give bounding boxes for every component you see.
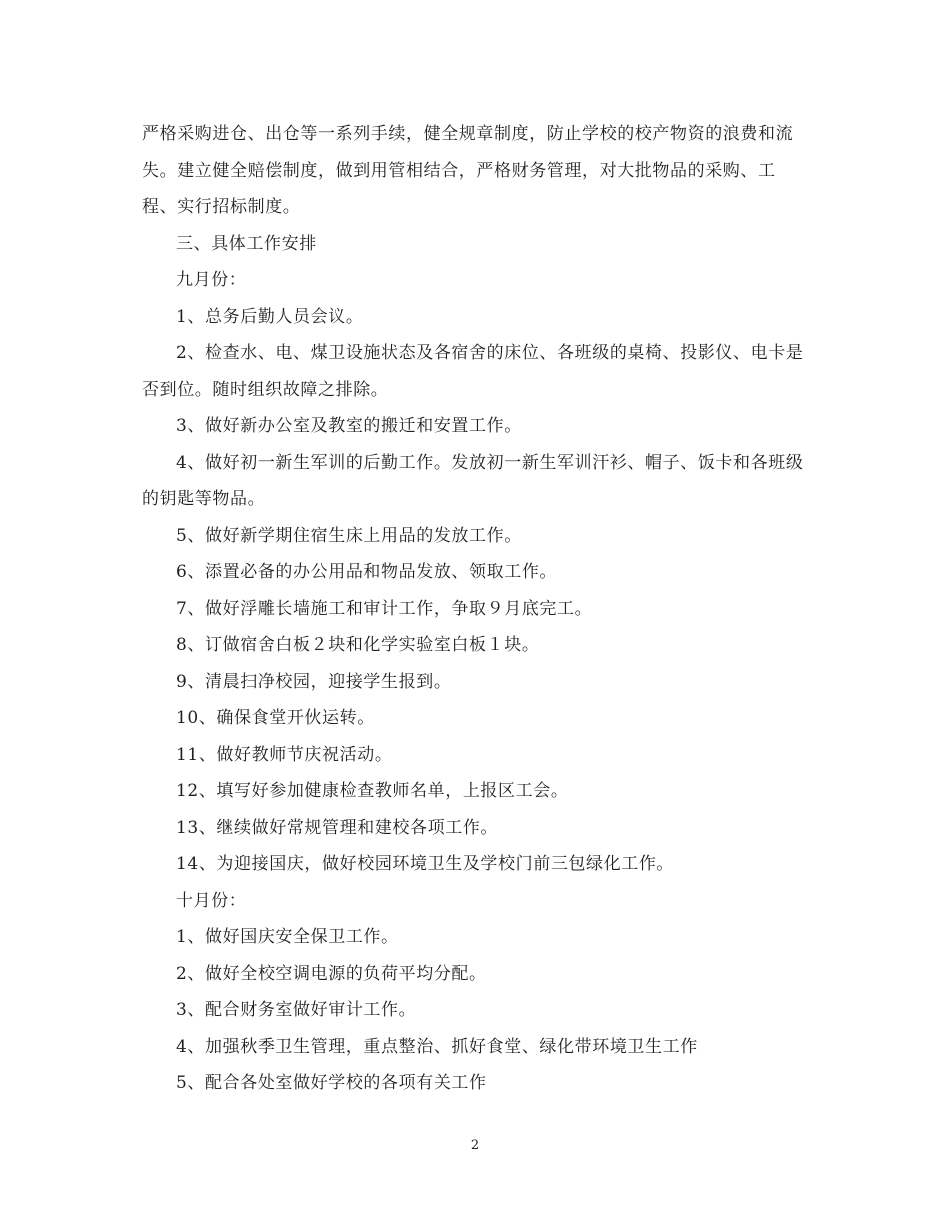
list-item: 3、做好新办公室及教室的搬迁和安置工作。 [176, 416, 522, 436]
list-item: 4、加强秋季卫生管理，重点整治、抓好食堂、绿化带环境卫生工作 [176, 1036, 698, 1057]
list-item: 5、做好新学期住宿生床上用品的发放工作。 [176, 525, 522, 546]
list-item: 4、做好初一新生军训的后勤工作。发放初一新生军训汗衫、帽子、饭卡和各班级的钥匙等物品。 [142, 452, 804, 509]
list-item: 12、填写好参加健康检查教师名单，上报区工会。 [176, 781, 569, 801]
paragraph: 严格采购进仓、出仓等一系列手续，健全规章制度，防止学校的校产物资的浪费和流失。建立健全赔偿制度，做到用管相结合，严格财务管理，对大批物品的采购、工程、实行招标制度。 [142, 124, 794, 217]
list-item: 1、做好国庆安全保卫工作。 [176, 927, 399, 947]
list-item: 9、清晨扫净校园，迎接学生报到。 [176, 671, 452, 692]
list-item: 1、总务后勤人员会议。 [176, 306, 364, 327]
list-item: 10、确保食堂开伙运转。 [176, 708, 375, 728]
list-item: 6、添置必备的办公用品和物品发放、领取工作。 [176, 562, 558, 582]
list-item: 11、做好教师节庆祝活动。 [176, 744, 393, 765]
list-item: 3、配合财务室做好审计工作。 [176, 1000, 417, 1020]
list-item: 7、做好浮雕长墙施工和审计工作，争取９月底完工。 [176, 598, 593, 619]
page-number: 2 [470, 1138, 480, 1153]
list-item: 5、配合各处室做好学校的各项有关工作 [176, 1073, 487, 1093]
list-item: 8、订做宿舍白板２块和化学实验室白板１块。 [176, 635, 540, 655]
month-heading-september: 九月份： [176, 270, 247, 290]
section-heading: 三、具体工作安排 [176, 233, 317, 254]
list-item: 14、为迎接国庆，做好校园环境卫生及学校门前三包绿化工作。 [176, 854, 675, 874]
list-item: 13、继续做好常规管理和建校各项工作。 [176, 817, 499, 838]
list-item: 2、检查水、电、煤卫设施状态及各宿舍的床位、各班级的桌椅、投影仪、电卡是否到位。随时组织故障之排除。 [142, 343, 804, 400]
month-heading-october: 十月份： [176, 890, 247, 911]
document-body [142, 116, 807, 1102]
list-item: 2、做好全校空调电源的负荷平均分配。 [176, 963, 487, 984]
